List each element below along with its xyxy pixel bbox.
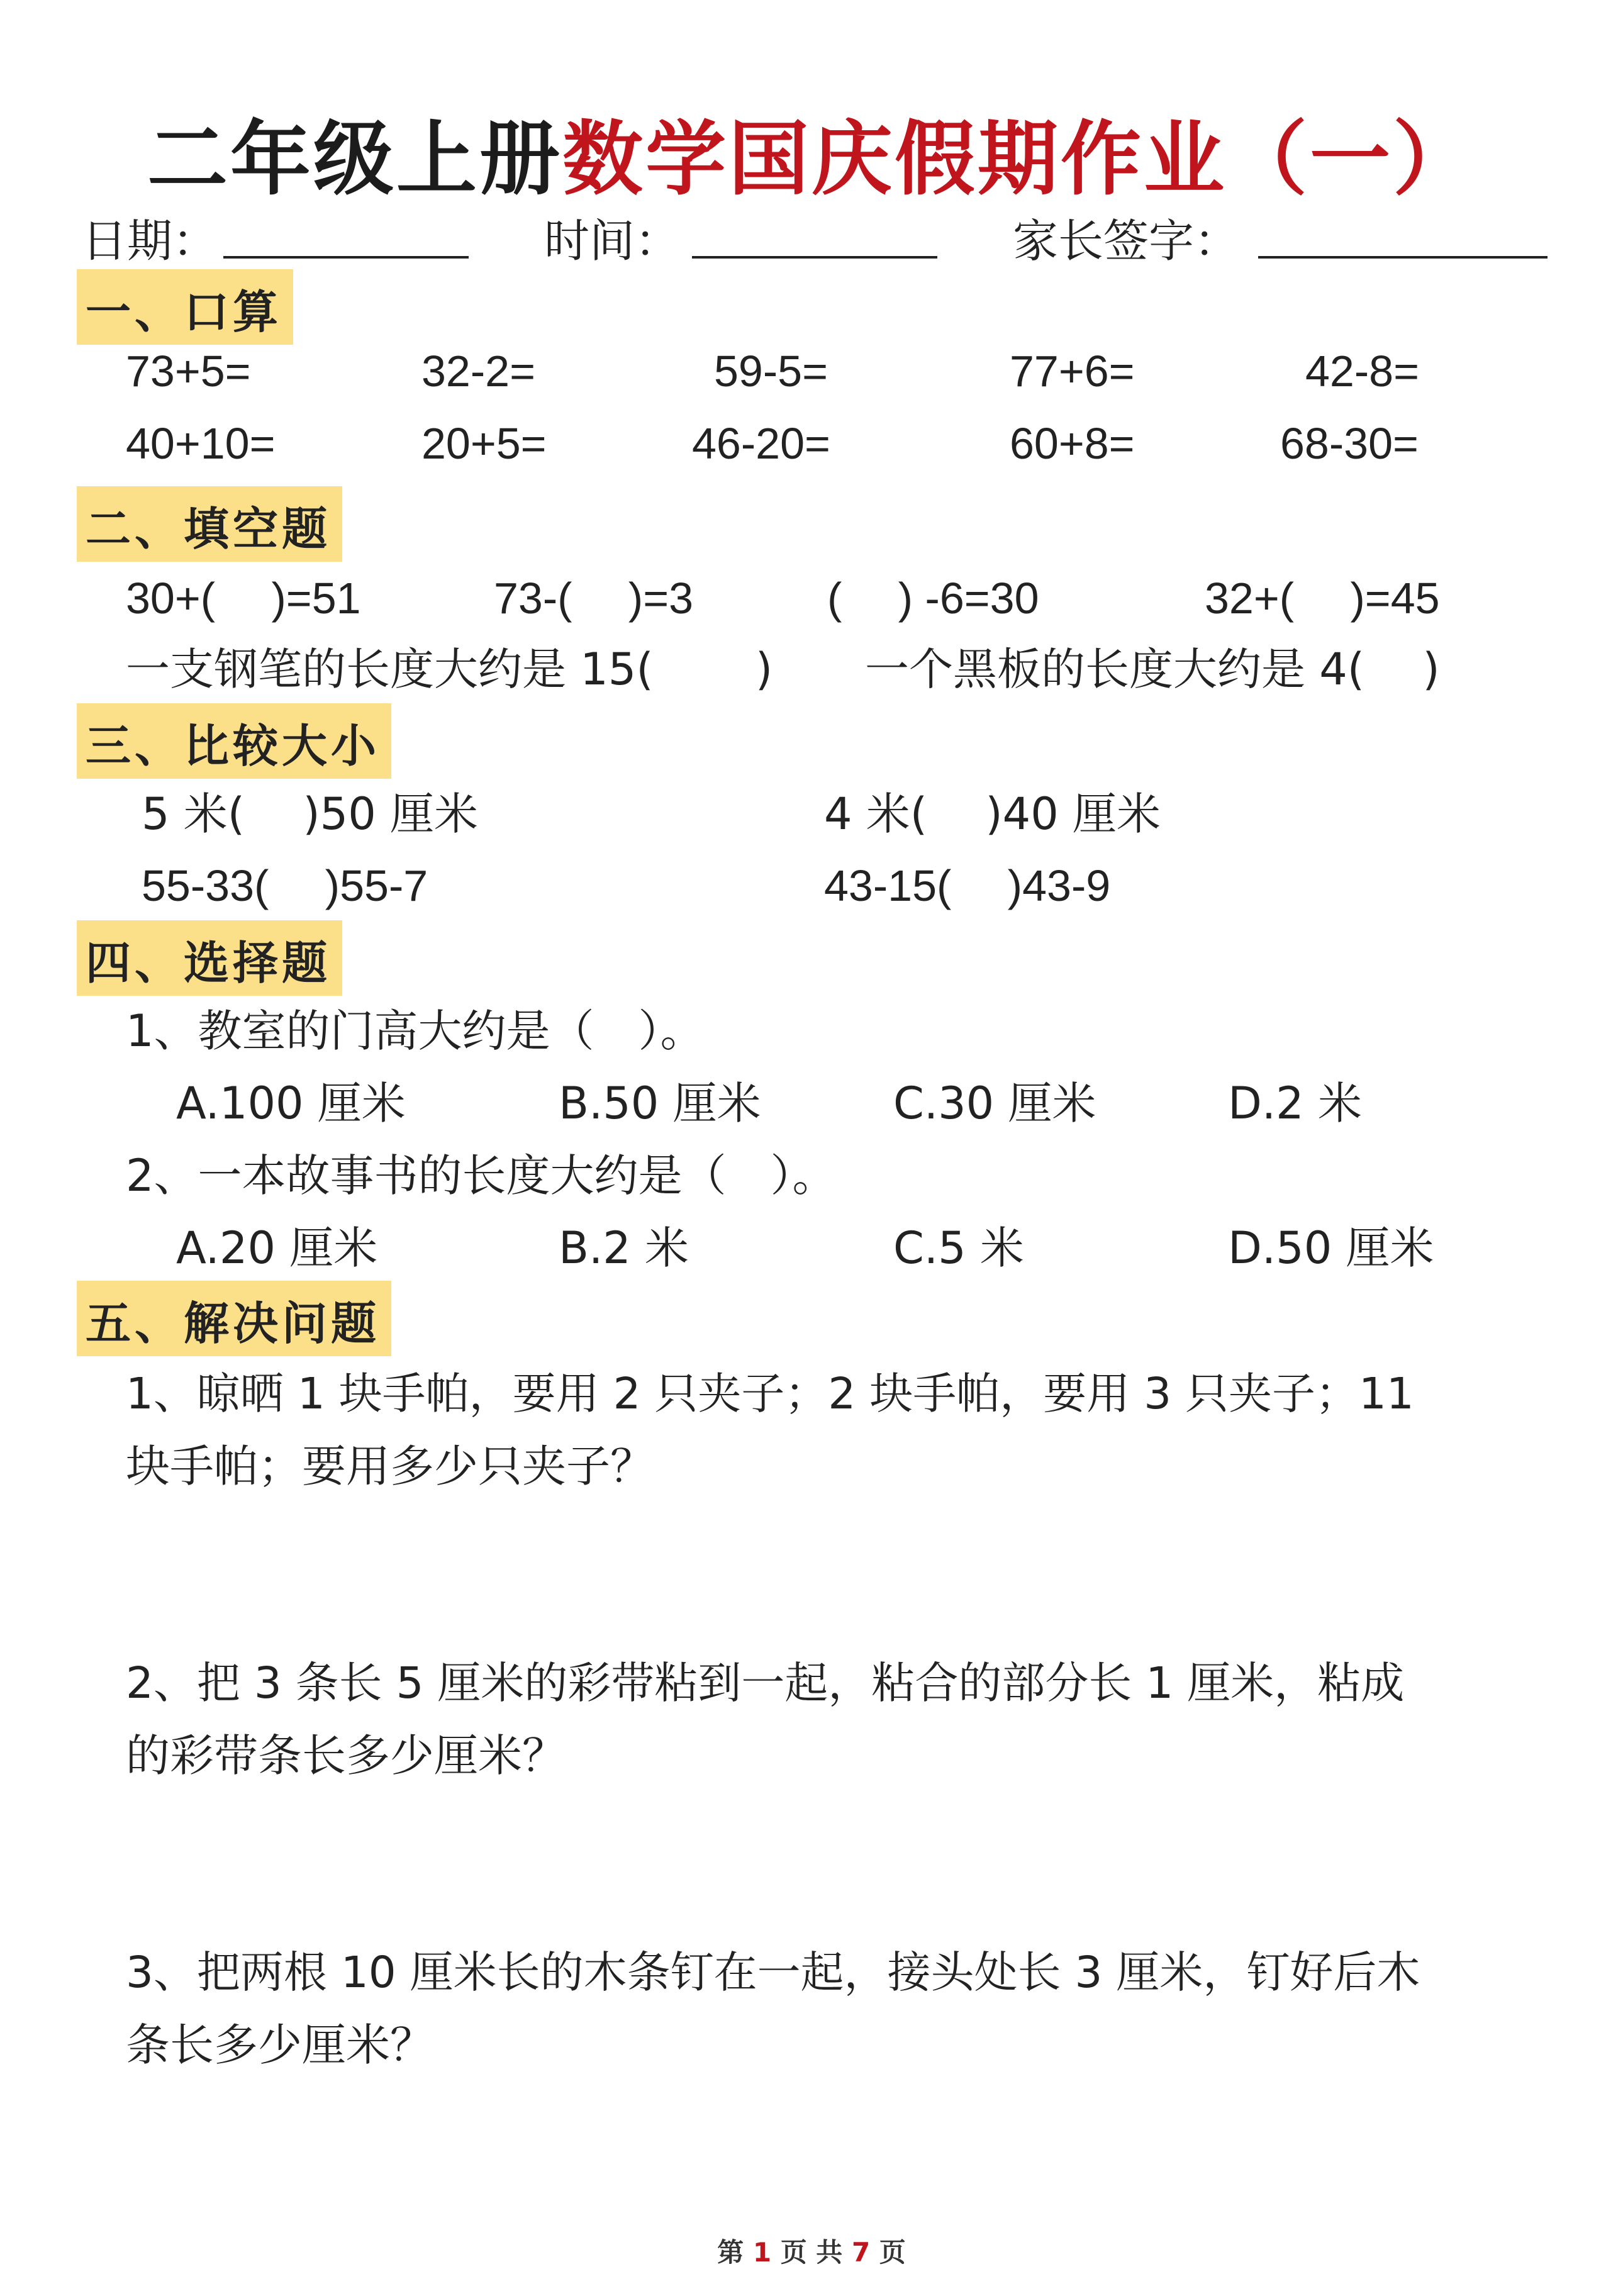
time-label: 时间： (544, 215, 681, 267)
choice-option: A.20 厘米 (176, 1222, 378, 1274)
oral-item: 59-5= (714, 347, 828, 396)
fill-item: 73-( )=3 (494, 574, 694, 623)
choice-option: D.50 厘米 (1228, 1222, 1434, 1274)
section-choice-heading: 四、选择题 (77, 920, 342, 996)
oral-item: 20+5= (421, 419, 547, 468)
section-compare-heading: 三、比较大小 (77, 703, 391, 779)
problem-3-line-1: 3、把两根 10 厘米长的木条钉在一起，接头处长 3 厘米，钉好后木 (126, 1948, 1420, 1998)
fill-pen-length: 一支钢笔的长度大约是 15( ) (126, 644, 773, 695)
oral-item: 68-30= (1280, 419, 1419, 468)
choice-question-1: 1、教室的门高大约是（ ）。 (126, 1005, 705, 1057)
compare-item: 5 米( )50 厘米 (142, 788, 478, 840)
problem-2-line-2: 的彩带条长多少厘米？ (126, 1730, 566, 1781)
fill-blackboard-length: 一个黑板的长度大约是 4( ) (865, 644, 1440, 695)
problem-3-line-2: 条长多少厘米？ (126, 2019, 434, 2071)
oral-item: 60+8= (1010, 419, 1135, 468)
parent-sign-label: 家长签字： (1013, 215, 1240, 267)
fill-item: ( ) -6=30 (827, 574, 1039, 623)
problem-1-line-1: 1、晾晒 1 块手帕，要用 2 只夹子；2 块手帕，要用 3 只夹子；11 (126, 1369, 1414, 1419)
compare-item: 4 米( )40 厘米 (824, 788, 1161, 840)
page-footer: 第 1 页 共 7 页 (717, 2237, 906, 2268)
fill-item: 32+( )=45 (1205, 574, 1440, 623)
choice-option: B.50 厘米 (559, 1078, 761, 1129)
choice-question-2: 2、一本故事书的长度大约是（ ）。 (126, 1150, 837, 1201)
oral-item: 77+6= (1010, 347, 1135, 396)
oral-item: 40+10= (126, 419, 276, 468)
time-blank-line (692, 256, 937, 259)
choice-option: D.2 米 (1228, 1078, 1362, 1129)
total-page-number: 7 (851, 2237, 871, 2268)
current-page-number: 1 (752, 2237, 772, 2268)
sign-blank-line (1258, 256, 1548, 259)
fill-item: 30+( )=51 (126, 574, 361, 623)
choice-option: A.100 厘米 (176, 1078, 406, 1129)
problem-1-line-2: 块手帕；要用多少只夹子？ (126, 1441, 654, 1492)
choice-option: C.30 厘米 (893, 1078, 1096, 1129)
page-title: 二年级上册数学国庆假期作业（一） (147, 113, 1476, 206)
problem-2-line-1: 2、把 3 条长 5 厘米的彩带粘到一起，粘合的部分长 1 厘米，粘成 (126, 1658, 1405, 1708)
section-oral-calc-heading: 一、口算 (77, 269, 293, 345)
date-blank-line (223, 256, 469, 259)
compare-item: 43-15( )43-9 (824, 861, 1111, 910)
section-fill-blank-heading: 二、填空题 (77, 486, 342, 562)
choice-option: B.2 米 (559, 1222, 689, 1274)
oral-item: 73+5= (126, 347, 251, 396)
oral-item: 42-8= (1305, 347, 1419, 396)
section-problem-solving-heading: 五、解决问题 (77, 1281, 391, 1356)
compare-item: 55-33( )55-7 (142, 861, 428, 910)
choice-option: C.5 米 (893, 1222, 1024, 1274)
oral-item: 32-2= (421, 347, 535, 396)
oral-item: 46-20= (692, 419, 830, 468)
date-label: 日期： (82, 215, 218, 267)
